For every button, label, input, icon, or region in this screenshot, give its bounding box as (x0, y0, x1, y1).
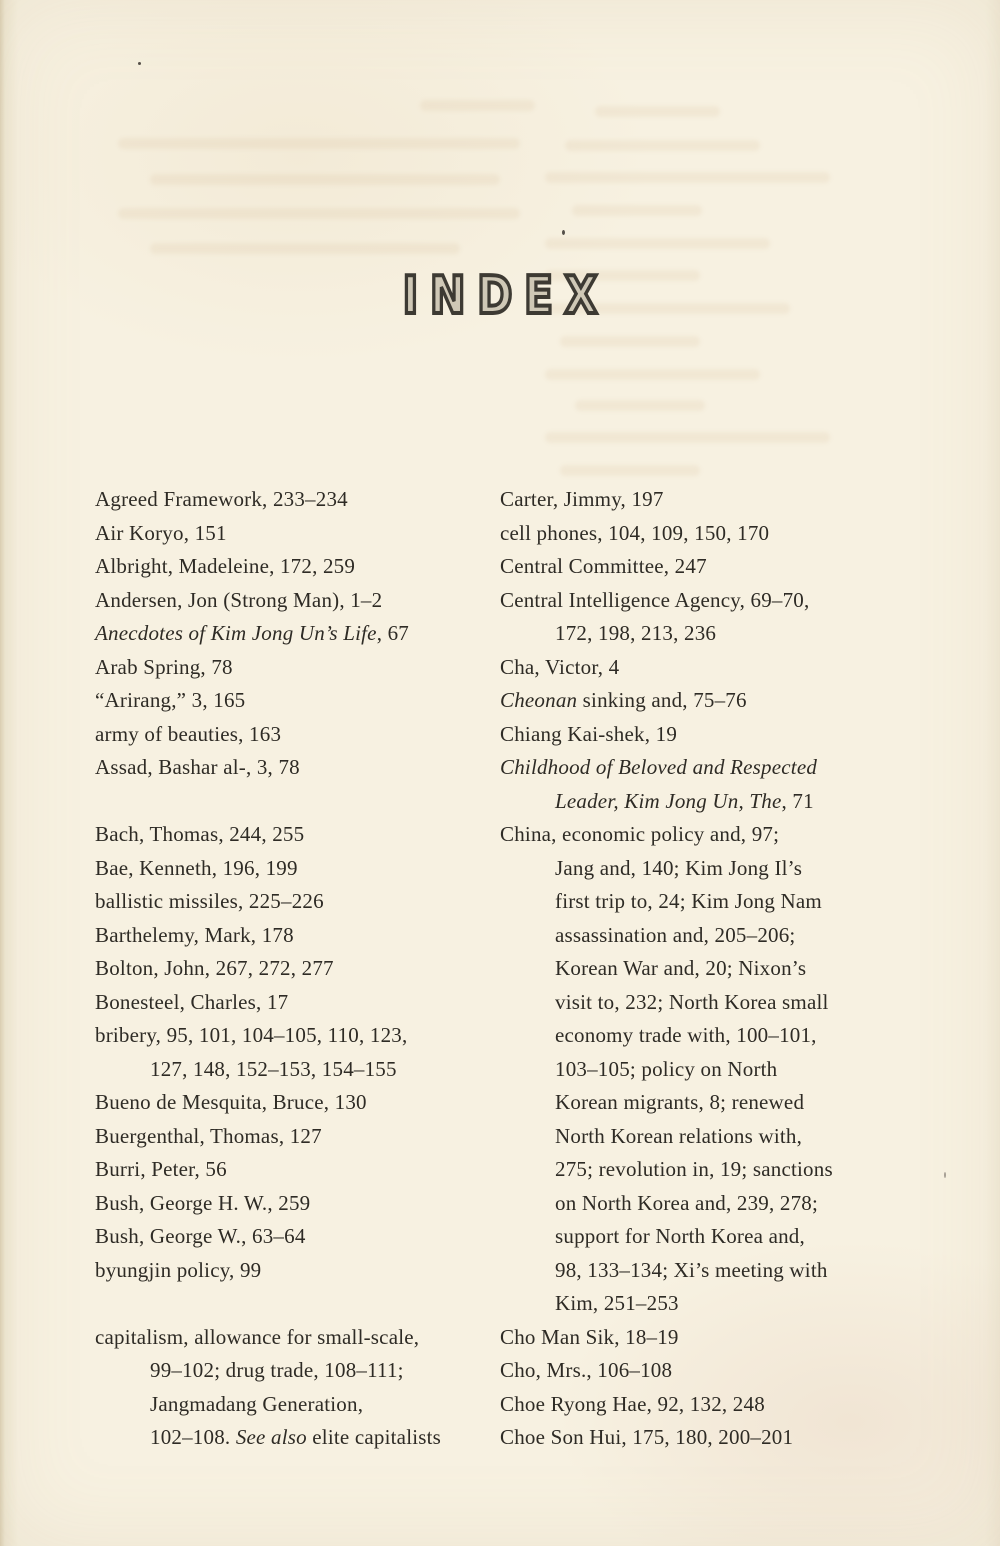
bleed-through-line (150, 243, 460, 254)
index-entry-text: Bush, George H. W., 259 (95, 1190, 311, 1215)
scan-speck (562, 230, 565, 235)
bleed-through-line (560, 336, 700, 347)
index-entry-line (500, 1153, 920, 1187)
index-entry-line (95, 1354, 495, 1388)
index-entry-line (95, 852, 495, 886)
index-entry-text: Cha, Victor, 4 (500, 654, 620, 679)
index-entry-text: on North Korea and, 239, 278; (555, 1190, 818, 1215)
index-entry-text: army of beauties, 163 (95, 721, 282, 746)
index-entry-text: Air Koryo, 151 (95, 520, 227, 545)
index-entry-text: Carter, Jimmy, 197 (500, 487, 664, 511)
index-entry-line (500, 617, 920, 651)
index-entry-text: Choe Son Hui, 175, 180, 200–201 (500, 1425, 794, 1449)
index-entry-text: 103–105; policy on North (555, 1056, 778, 1081)
bleed-through-line (565, 140, 760, 151)
bleed-through-line (560, 465, 700, 476)
index-entry-line (500, 852, 920, 886)
index-entry-text: 102–108. (150, 1425, 236, 1449)
index-entry-line (500, 818, 920, 852)
index-entry-line (500, 1053, 920, 1087)
index-entry-text: Jang and, 140; Kim Jong Il’s (555, 855, 803, 880)
index-entry-line (95, 718, 495, 752)
index-entry-text: visit to, 232; North Korea small (555, 989, 829, 1014)
index-entry-text-italic: See also (235, 1425, 307, 1449)
index-entry-line (500, 885, 920, 919)
index-entry-text: “Arirang,” 3, 165 (95, 688, 246, 712)
bleed-through-line (545, 369, 760, 380)
index-entry-text: China, economic policy and, 97; (500, 822, 780, 846)
index-entry-text: Korean War and, 20; Nixon’s (555, 956, 807, 980)
index-entry-line (95, 751, 495, 785)
index-entry-line (500, 718, 920, 752)
index-entry-line (500, 1421, 920, 1455)
index-entry-line (95, 1019, 495, 1053)
index-entry-line (95, 1220, 495, 1254)
index-entry-line (95, 1321, 495, 1355)
index-entry-text: , 67 (376, 621, 410, 645)
index-entry-line (500, 483, 920, 517)
index-entry-line (500, 952, 920, 986)
index-entry-text: Agreed Framework, 233–234 (95, 487, 348, 511)
index-entry-line (95, 919, 495, 953)
index-entry-line (95, 1254, 495, 1288)
bleed-through-line (545, 432, 830, 443)
index-entry-line (500, 1287, 920, 1321)
index-entry-line (500, 684, 920, 718)
bleed-through-line (572, 205, 702, 216)
index-blank-line (95, 785, 495, 819)
index-entry-text: Albright, Madeleine, 172, 259 (95, 554, 356, 578)
index-entry-text: North Korean relations with, (555, 1123, 803, 1148)
index-entry-line (95, 952, 495, 986)
index-entry-line (500, 550, 920, 584)
index-entry-line (95, 550, 495, 584)
index-entry-text: Assad, Bashar al-, 3, 78 (95, 755, 300, 779)
index-entry-text: capitalism, allowance for small-scale, (95, 1324, 420, 1349)
index-entry-text: Burri, Peter, 56 (95, 1157, 227, 1181)
index-entry-text: 98, 133–134; Xi’s meeting with (555, 1257, 828, 1282)
index-entry-text: ballistic missiles, 225–226 (95, 889, 324, 913)
index-entry-line (95, 617, 495, 651)
index-entry-text: Bolton, John, 267, 272, 277 (95, 956, 334, 980)
bleed-through-line (118, 138, 520, 149)
index-entry-line (500, 1086, 920, 1120)
index-entry-text: Arab Spring, 78 (95, 654, 233, 679)
bleed-through-line (150, 174, 500, 185)
bleed-through-line (575, 400, 705, 411)
index-entry-text: byungjin policy, 99 (95, 1257, 262, 1282)
scan-speck (944, 1172, 946, 1178)
index-entry-line (500, 1220, 920, 1254)
index-entry-text: Central Committee, 247 (500, 554, 707, 578)
index-entry-line (500, 1388, 920, 1422)
index-entry-text: Bush, George W., 63–64 (95, 1224, 306, 1248)
index-entry-line (500, 1187, 920, 1221)
bleed-through-line (595, 106, 720, 117)
index-entry-text: Bae, Kenneth, 196, 199 (95, 855, 298, 880)
index-entry-line (500, 751, 920, 785)
index-entry-line (500, 651, 920, 685)
index-entry-text: cell phones, 104, 109, 150, 170 (500, 520, 770, 545)
index-entry-line (95, 1120, 495, 1154)
index-entry-text: economy trade with, 100–101, (555, 1023, 817, 1047)
index-entry-text: Buergenthal, Thomas, 127 (95, 1123, 322, 1148)
index-entry-text: Korean migrants, 8; renewed (555, 1090, 805, 1114)
index-entry-text: first trip to, 24; Kim Jong Nam (555, 889, 822, 913)
index-entry-line (95, 684, 495, 718)
index-entry-line (500, 1321, 920, 1355)
bleed-through-line (420, 100, 535, 111)
index-entry-text: , 71 (781, 788, 814, 813)
index-entry-text: 99–102; drug trade, 108–111; (150, 1358, 404, 1382)
index-entry-text: support for North Korea and, (555, 1224, 805, 1248)
bleed-through-line (118, 208, 520, 219)
index-entry-text: Cho, Mrs., 106–108 (500, 1358, 673, 1382)
index-entry-line (95, 1388, 495, 1422)
index-entry-line (500, 1254, 920, 1288)
index-entry-line (95, 651, 495, 685)
scan-speck (138, 62, 141, 65)
index-column-left (95, 483, 495, 1455)
index-entry-line (500, 1120, 920, 1154)
index-entry-text: Bonesteel, Charles, 17 (95, 989, 289, 1014)
index-entry-text: Andersen, Jon (Strong Man), 1–2 (95, 587, 383, 612)
index-entry-text: elite capitalists (306, 1425, 442, 1449)
index-entry-line (95, 818, 495, 852)
index-entry-text: Chiang Kai-shek, 19 (500, 721, 678, 746)
index-entry-text: Kim, 251–253 (555, 1291, 679, 1315)
index-entry-text: 172, 198, 213, 236 (555, 621, 717, 645)
index-entry-line (500, 919, 920, 953)
index-entry-line (500, 785, 920, 819)
index-entry-text-italic: Leader, Kim Jong Un, The (555, 788, 782, 813)
index-entry-text: Bueno de Mesquita, Bruce, 130 (95, 1090, 367, 1114)
index-entry-line (95, 885, 495, 919)
index-entry-text: bribery, 95, 101, 104–105, 110, 123, (95, 1023, 408, 1047)
index-entry-text: Barthelemy, Mark, 178 (95, 922, 294, 947)
index-entry-line (500, 986, 920, 1020)
index-entry-text: Cho Man Sik, 18–19 (500, 1324, 679, 1349)
index-entry-line (500, 584, 920, 618)
index-entry-line (95, 1421, 495, 1455)
index-entry-text-italic: Anecdotes of Kim Jong Un’s Life (95, 621, 377, 645)
index-entry-text-italic: Childhood of Beloved and Respected (500, 755, 818, 779)
index-entry-text: Jangmadang Generation, (150, 1391, 364, 1416)
index-column-right (500, 483, 920, 1455)
index-entry-text: 275; revolution in, 19; sanctions (555, 1157, 833, 1181)
index-entry-text: Central Intelligence Agency, 69–70, (500, 587, 810, 612)
index-entry-line (500, 1354, 920, 1388)
index-entry-line (95, 1053, 495, 1087)
index-entry-line (95, 483, 495, 517)
index-entry-text: Choe Ryong Hae, 92, 132, 248 (500, 1391, 765, 1416)
index-entry-text: Bach, Thomas, 244, 255 (95, 822, 305, 846)
index-entry-text: assassination and, 205–206; (555, 922, 796, 947)
index-entry-line (500, 1019, 920, 1053)
index-entry-text: 127, 148, 152–153, 154–155 (150, 1056, 397, 1081)
page-title: INDEX (402, 266, 609, 326)
bleed-through-line (545, 238, 770, 249)
index-entry-line (95, 1086, 495, 1120)
index-entry-text-italic: Cheonan (500, 688, 578, 712)
index-entry-line (95, 584, 495, 618)
index-entry-line (95, 517, 495, 551)
bleed-through-line (545, 172, 830, 183)
index-entry-line (95, 1187, 495, 1221)
index-entry-line (95, 986, 495, 1020)
index-entry-text: sinking and, 75–76 (577, 688, 747, 712)
index-entry-line (500, 517, 920, 551)
index-entry-line (95, 1153, 495, 1187)
index-blank-line (95, 1287, 495, 1321)
